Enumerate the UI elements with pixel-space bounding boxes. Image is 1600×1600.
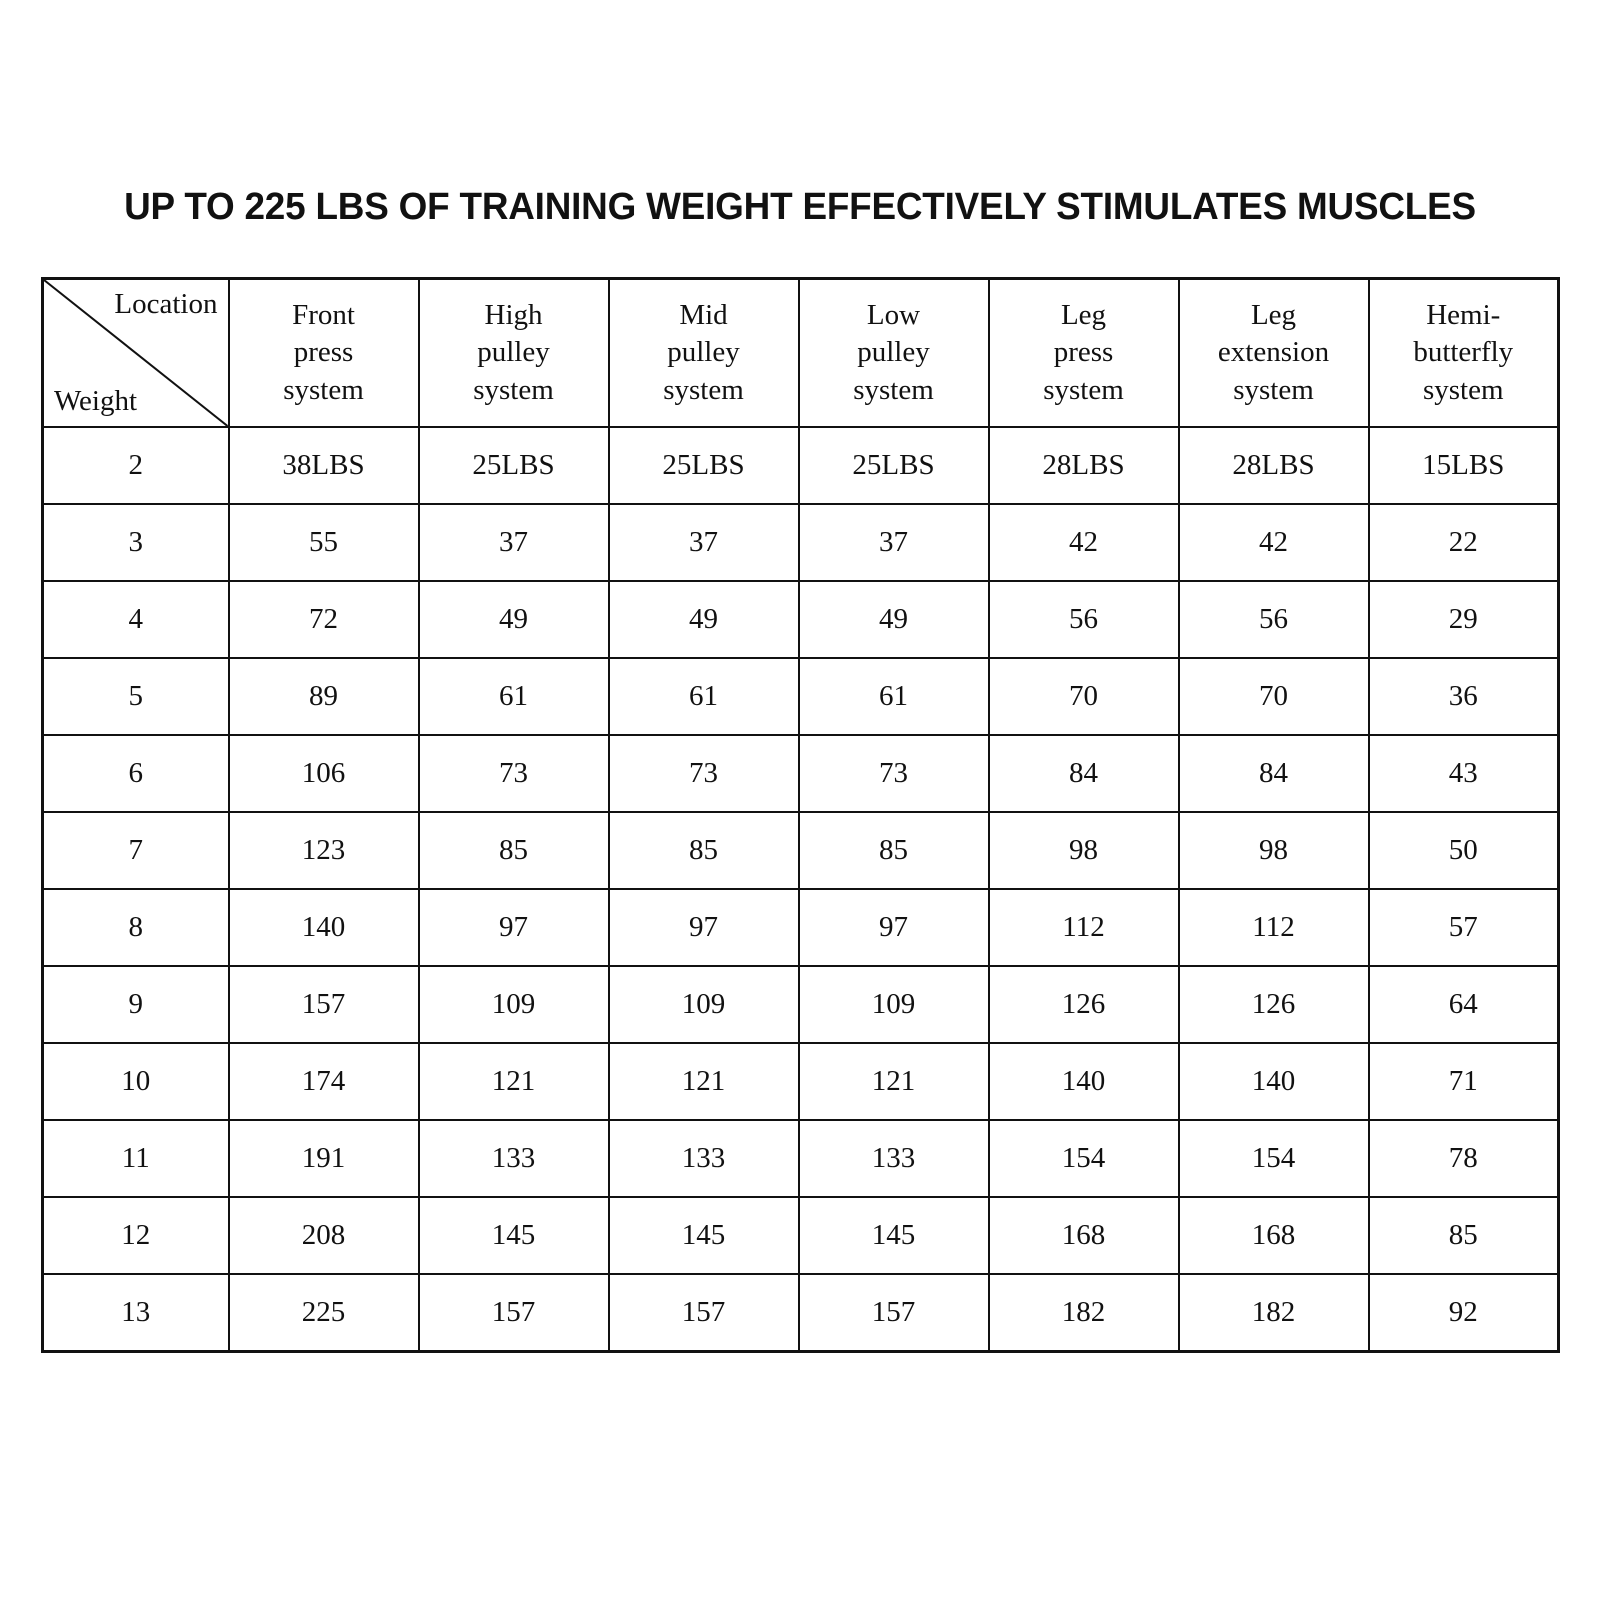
cell-leg-extension: 168 <box>1179 1197 1369 1274</box>
cell-front-press: 38LBS <box>229 427 419 504</box>
cell-leg-extension: 70 <box>1179 658 1369 735</box>
cell-mid-pulley: 157 <box>609 1274 799 1352</box>
row-label: 4 <box>43 581 229 658</box>
cell-high-pulley: 145 <box>419 1197 609 1274</box>
column-header-line-2: pulley <box>857 336 930 369</box>
cell-leg-extension: 98 <box>1179 812 1369 889</box>
table-row <box>43 1043 1559 1120</box>
cell-mid-pulley: 109 <box>609 966 799 1043</box>
column-header-line-3: system <box>853 373 934 406</box>
cell-high-pulley: 157 <box>419 1274 609 1352</box>
row-label: 3 <box>43 504 229 581</box>
cell-leg-extension: 140 <box>1179 1043 1369 1120</box>
table-row <box>43 735 1559 812</box>
table-row <box>43 812 1559 889</box>
cell-low-pulley: 97 <box>799 889 989 966</box>
row-label: 9 <box>43 966 229 1043</box>
weight-table <box>41 277 1560 1353</box>
cell-high-pulley: 133 <box>419 1120 609 1197</box>
table-row <box>43 1274 1559 1352</box>
cell-leg-press: 28LBS <box>989 427 1179 504</box>
cell-hemi-butterfly: 57 <box>1369 889 1559 966</box>
column-header-line-1: Low <box>866 299 921 332</box>
cell-front-press: 208 <box>229 1197 419 1274</box>
weight-table-container <box>41 277 1559 1353</box>
column-header-low-pulley <box>799 279 989 428</box>
cell-front-press: 89 <box>229 658 419 735</box>
page-title: UP TO 225 LBS OF TRAINING WEIGHT EFFECTIVELY STIMULATES MUSCLES <box>124 186 1476 228</box>
table-row <box>43 966 1559 1043</box>
cell-leg-extension: 182 <box>1179 1274 1369 1352</box>
cell-front-press: 55 <box>229 504 419 581</box>
cell-high-pulley: 25LBS <box>419 427 609 504</box>
cell-low-pulley: 121 <box>799 1043 989 1120</box>
row-label: 5 <box>43 658 229 735</box>
cell-leg-press: 42 <box>989 504 1179 581</box>
cell-front-press: 174 <box>229 1043 419 1120</box>
row-label: 8 <box>43 889 229 966</box>
table-row <box>43 1197 1559 1274</box>
cell-mid-pulley: 25LBS <box>609 427 799 504</box>
column-header-line-2: press <box>293 336 354 369</box>
cell-front-press: 157 <box>229 966 419 1043</box>
cell-low-pulley: 145 <box>799 1197 989 1274</box>
column-header-line-3: system <box>1043 373 1124 406</box>
row-label: 11 <box>43 1120 229 1197</box>
column-header-line-2: extension <box>1217 336 1330 369</box>
cell-leg-extension: 28LBS <box>1179 427 1369 504</box>
corner-axis-cell <box>43 279 229 428</box>
column-header-line-3: system <box>1233 373 1314 406</box>
column-header-line-3: system <box>473 373 554 406</box>
cell-front-press: 225 <box>229 1274 419 1352</box>
cell-hemi-butterfly: 29 <box>1369 581 1559 658</box>
cell-hemi-butterfly: 85 <box>1369 1197 1559 1274</box>
corner-row-label: Weight <box>54 384 138 417</box>
column-header-high-pulley <box>419 279 609 428</box>
row-label: 12 <box>43 1197 229 1274</box>
cell-leg-extension: 84 <box>1179 735 1369 812</box>
cell-mid-pulley: 85 <box>609 812 799 889</box>
cell-leg-press: 154 <box>989 1120 1179 1197</box>
cell-hemi-butterfly: 78 <box>1369 1120 1559 1197</box>
cell-mid-pulley: 61 <box>609 658 799 735</box>
cell-high-pulley: 121 <box>419 1043 609 1120</box>
cell-low-pulley: 37 <box>799 504 989 581</box>
column-header-line-1: Mid <box>679 299 728 332</box>
column-header-front-press <box>229 279 419 428</box>
column-header-line-3: system <box>283 373 364 406</box>
cell-high-pulley: 109 <box>419 966 609 1043</box>
cell-front-press: 140 <box>229 889 419 966</box>
cell-hemi-butterfly: 43 <box>1369 735 1559 812</box>
cell-high-pulley: 73 <box>419 735 609 812</box>
column-header-line-2: pulley <box>477 336 550 369</box>
cell-hemi-butterfly: 15LBS <box>1369 427 1559 504</box>
column-header-line-3: system <box>1422 373 1504 406</box>
column-header-line-2: press <box>1053 336 1114 369</box>
cell-front-press: 123 <box>229 812 419 889</box>
cell-leg-press: 140 <box>989 1043 1179 1120</box>
cell-hemi-butterfly: 71 <box>1369 1043 1559 1120</box>
column-header-line-1: Leg <box>1250 299 1297 332</box>
cell-mid-pulley: 97 <box>609 889 799 966</box>
cell-low-pulley: 49 <box>799 581 989 658</box>
table-row <box>43 889 1559 966</box>
cell-leg-extension: 42 <box>1179 504 1369 581</box>
cell-front-press: 191 <box>229 1120 419 1197</box>
cell-high-pulley: 85 <box>419 812 609 889</box>
cell-low-pulley: 109 <box>799 966 989 1043</box>
cell-mid-pulley: 121 <box>609 1043 799 1120</box>
table-row <box>43 1120 1559 1197</box>
table-row <box>43 581 1559 658</box>
cell-leg-extension: 112 <box>1179 889 1369 966</box>
row-label: 6 <box>43 735 229 812</box>
column-header-line-1: Front <box>292 299 355 332</box>
row-label: 13 <box>43 1274 229 1352</box>
column-header-line-3: system <box>663 373 744 406</box>
cell-low-pulley: 25LBS <box>799 427 989 504</box>
table-row <box>43 427 1559 504</box>
column-header-line-1: Leg <box>1060 299 1107 332</box>
table-row <box>43 658 1559 735</box>
cell-mid-pulley: 37 <box>609 504 799 581</box>
cell-high-pulley: 61 <box>419 658 609 735</box>
cell-hemi-butterfly: 22 <box>1369 504 1559 581</box>
cell-hemi-butterfly: 50 <box>1369 812 1559 889</box>
cell-hemi-butterfly: 64 <box>1369 966 1559 1043</box>
cell-mid-pulley: 133 <box>609 1120 799 1197</box>
column-header-leg-extension <box>1179 279 1369 428</box>
cell-low-pulley: 61 <box>799 658 989 735</box>
cell-front-press: 72 <box>229 581 419 658</box>
cell-mid-pulley: 145 <box>609 1197 799 1274</box>
table-header-row <box>43 279 1559 428</box>
cell-leg-extension: 126 <box>1179 966 1369 1043</box>
column-header-line-1: High <box>484 299 543 332</box>
cell-leg-press: 112 <box>989 889 1179 966</box>
cell-hemi-butterfly: 36 <box>1369 658 1559 735</box>
cell-high-pulley: 37 <box>419 504 609 581</box>
cell-leg-extension: 154 <box>1179 1120 1369 1197</box>
cell-hemi-butterfly: 92 <box>1369 1274 1559 1352</box>
row-label: 10 <box>43 1043 229 1120</box>
cell-low-pulley: 133 <box>799 1120 989 1197</box>
cell-leg-press: 70 <box>989 658 1179 735</box>
cell-leg-press: 126 <box>989 966 1179 1043</box>
row-label: 2 <box>43 427 229 504</box>
column-header-mid-pulley <box>609 279 799 428</box>
cell-leg-press: 98 <box>989 812 1179 889</box>
cell-mid-pulley: 73 <box>609 735 799 812</box>
cell-high-pulley: 97 <box>419 889 609 966</box>
table-body <box>43 427 1559 1352</box>
cell-mid-pulley: 49 <box>609 581 799 658</box>
column-header-hemi-butterfly <box>1369 279 1559 428</box>
row-label: 7 <box>43 812 229 889</box>
table-header <box>43 279 1559 428</box>
cell-low-pulley: 85 <box>799 812 989 889</box>
cell-low-pulley: 157 <box>799 1274 989 1352</box>
column-header-leg-press <box>989 279 1179 428</box>
column-header-line-1: Hemi- <box>1426 299 1501 332</box>
cell-leg-extension: 56 <box>1179 581 1369 658</box>
cell-low-pulley: 73 <box>799 735 989 812</box>
corner-column-label: Location <box>114 288 218 320</box>
column-header-line-2: butterfly <box>1413 336 1514 369</box>
cell-front-press: 106 <box>229 735 419 812</box>
cell-leg-press: 168 <box>989 1197 1179 1274</box>
cell-leg-press: 182 <box>989 1274 1179 1352</box>
cell-leg-press: 84 <box>989 735 1179 812</box>
cell-high-pulley: 49 <box>419 581 609 658</box>
column-header-line-2: pulley <box>667 336 740 369</box>
cell-leg-press: 56 <box>989 581 1179 658</box>
table-row <box>43 504 1559 581</box>
